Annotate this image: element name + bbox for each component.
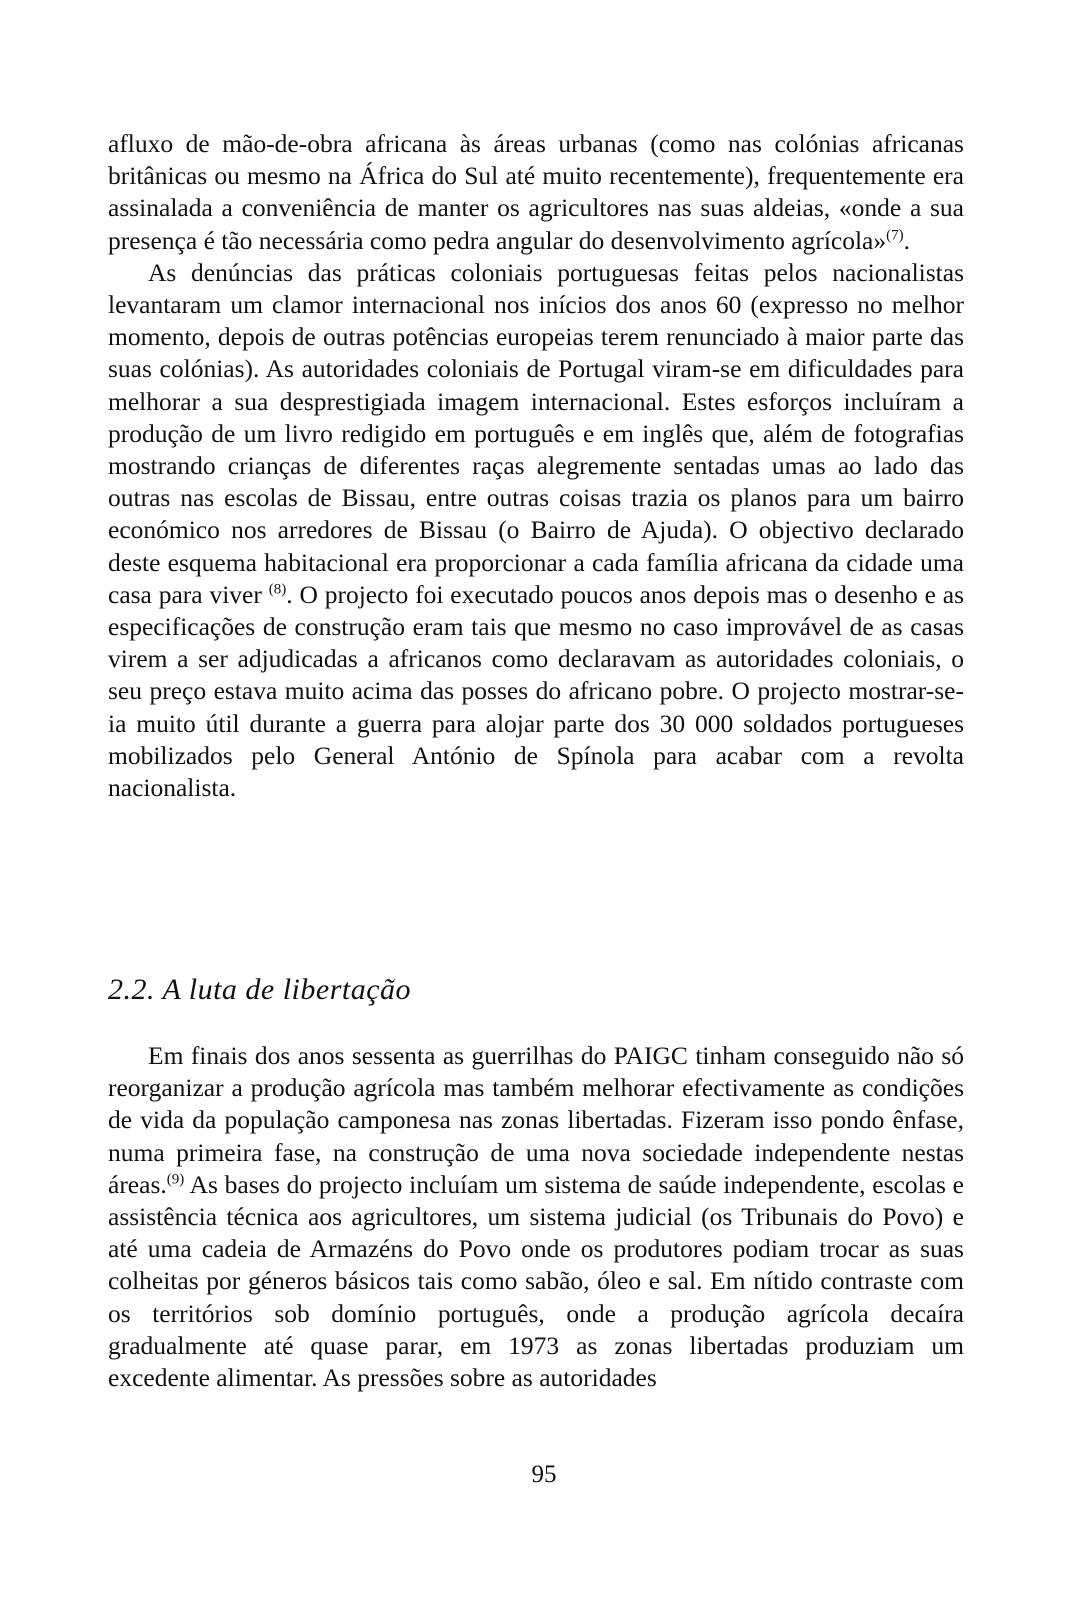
paragraph-text: As bases do projecto incluíam um sistema de saúde independente, escolas e assistência técnica aos agricultores, um sistema judicial (os Tribunais do Povo) e até uma cadeia de Armazéns do Povo onde os produtores podiam trocar as suas colheitas por géneros básicos tais como sabão, óleo e sal. Em nítido contraste com os territórios sob domínio português, onde a produção agrícola decaíra gradualmente até quase parar, em 1973 as zonas libertadas produziam um excedente alimentar. As pressões sobre as autoridades <box>108 1169 964 1393</box>
footnote-ref-8: (8) <box>268 581 287 598</box>
paragraph-end: . <box>903 225 910 255</box>
paragraph <box>108 1040 964 1394</box>
paragraph-continued <box>108 128 964 257</box>
paragraph-text: Em finais dos anos sessenta as guerrilhas do PAIGC tinham conseguido não só reorganizar a produção agrícola mas também melhorar efectivamente as condições de vida da população camponesa nas zonas libertadas. Fizeram isso pondo ênfase, numa primeira fase, na construção de uma nova sociedade independente nestas áreas. <box>108 1041 964 1199</box>
body-text-top <box>108 128 964 804</box>
footnote-ref-7: (7) <box>886 227 904 244</box>
footnote-ref-9: (9) <box>166 1171 185 1188</box>
paragraph-text: As denúncias das práticas coloniais portuguesas feitas pelos nacionalistas levantaram um clamor internacional nos inícios dos anos 60 (expresso no melhor momento, depois de outras potências europeias terem renunciado à maior parte das suas colónias). As autoridades coloniais de Portugal viram-se em dificuldades para melhorar a sua desprestigiada imagem internacional. Estes esforços incluíram a produção de um livro redigido em português e em inglês que, além de fotografias mostrando crianças de diferentes raças alegremente sentadas umas ao lado das outras nas escolas de Bissau, entre outras coisas trazia os planos para um bairro económico nos arredores de Bissau (o Bairro de Ajuda). O objectivo declarado deste esquema habitacional era proporcionar a cada família africana da cidade uma casa para viver <box>108 257 964 609</box>
section-heading: 2.2. A luta de libertação <box>108 973 412 1006</box>
paragraph <box>108 257 964 804</box>
paragraph-text: afluxo de mão-de-obra africana às áreas urbanas (como nas colónias africanas britânicas ou mesmo na África do Sul até muito recentemente), frequentemente era assinalada a conveniência de manter os agricultores nas suas aldeias, «onde a sua presença é tão necessária como pedra angular do desenvolvimento agrícola» <box>108 129 964 255</box>
page-number: 95 <box>531 1461 557 1488</box>
paragraph-text: . O projecto foi executado poucos anos depois mas o desenho e as especificações de construção eram tais que mesmo no caso improvável de as casas virem a ser adjudicadas a africanos como declaravam as autoridades coloniais, o seu preço estava muito acima das posses do africano pobre. O projecto mostrar-se-ia muito útil durante a guerra para alojar parte dos 30 000 soldados portugueses mobilizados pelo General António de Spínola para acabar com a revolta nacionalista. <box>108 579 964 803</box>
body-text-bottom <box>108 1040 964 1394</box>
